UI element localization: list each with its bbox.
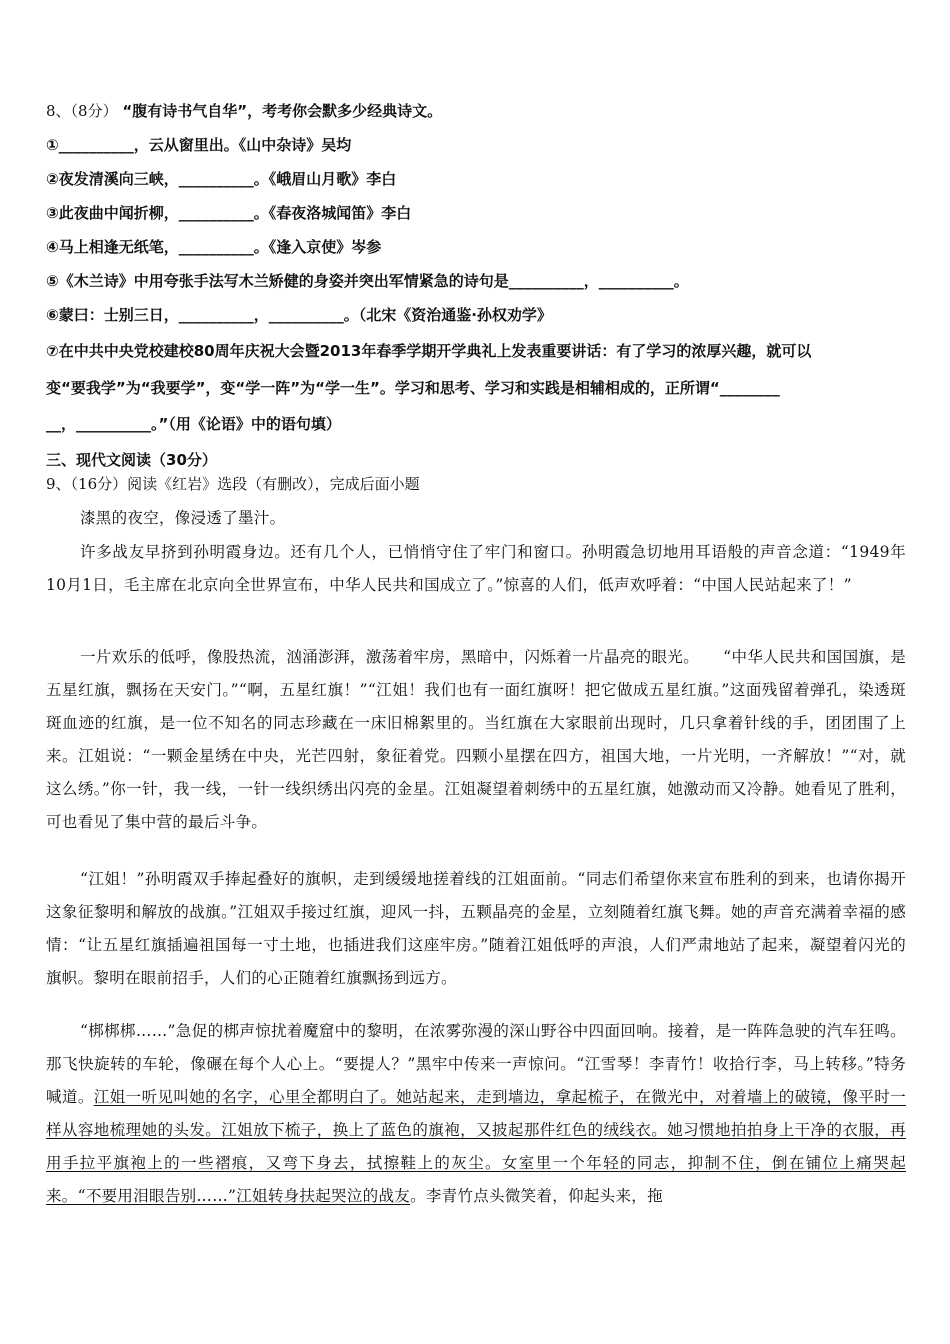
passage-paragraph-5 [46, 1015, 906, 1213]
passage-paragraph-2: 许多战友早挤到孙明霞身边。还有几个人，已悄悄守住了牢门和窗口。孙明霞急切地用耳语般的声音念道：“1949年10月1日，毛主席在北京向全世界宣布，中华人民共和国成立了。”惊喜的人们，低声欢呼着：“中国人民站起来了！” [46, 543, 906, 594]
question-9-title: 9、（16分）阅读《红岩》选段（有删改），完成后面小题 [46, 475, 420, 493]
passage-paragraph-3: 一片欢乐的低呼，像股热流，汹涌澎湃，激荡着牢房，黑暗中，闪烁着一片晶亮的眼光。 “中华人民共和国国旗，是五星红旗，飘扬在天安门。”“啊，五星红旗！”“江姐！我们也有一面红旗呀！把它做成五星红旗。”这面残留着弹孔，染透斑斑血迹的红旗，是一位不知名的同志珍藏在一床旧棉絮里的。当红旗在大家眼前出现时，几只拿着针线的手，团团围了上来。江姐说：“一颗金星绣在中央，光芒四射，象征着党。四颗小星摆在四方，祖国大地，一片光明，一齐解放！”“对，就这么绣。”你一针，我一线，一针一线织绣出闪亮的金星。江姐凝望着刺绣中的五星红旗，她激动而又冷静。她看见了胜利，可也看见了集中营的最后斗争。 [46, 648, 906, 831]
section-3-heading: 三、现代文阅读（30分） [46, 451, 217, 469]
question-8-number: 8、（8分） [46, 102, 118, 120]
paragraph-5-text: “梆梆梆……”急促的梆声惊扰着魔窟中的黎明，在浓雾弥漫的深山野谷中四面回响。接着，是一阵阵急驶的汽车狂鸣。那飞快旋转的车轮，像碾在每个人心上。“要提人？”黑牢中传来一声惊问。“江雪琴！李青竹！收拾行李，马上转移。”特务喊道。 [46, 1022, 906, 1106]
q8-item-7-line-1: ⑦在中共中央党校建校80周年庆祝大会暨2013年春季学期开学典礼上发表重要讲话：有了学习的浓厚兴趣，就可以 [46, 342, 812, 360]
paragraph-5-continuation: 。李青竹点头微笑着，仰起头来，拖 [410, 1187, 663, 1205]
q8-item-4: ④马上相逢无纸笔，__________。《逢入京使》岑参 [46, 238, 382, 256]
q8-item-7-line-2: 变“要我学”为“我要学”，变“学一阵”为“学一生”。学习和思考、学习和实践是相辅相成的，正所谓“________ [46, 379, 780, 397]
q8-item-1: ①__________，云从窗里出。《山中杂诗》吴均 [46, 136, 352, 154]
question-8-title [46, 101, 906, 121]
question-8-prompt: “腹有诗书气自华”，考考你会默多少经典诗文。 [122, 102, 443, 120]
q8-item-3: ③此夜曲中闻折柳，__________。《春夜洛城闻笛》李白 [46, 204, 412, 222]
q8-item-7-line-3: __，__________。”（用《论语》中的语句填） [46, 415, 341, 433]
passage-paragraph-4: “江姐！”孙明霞双手捧起叠好的旗帜，走到缓缓地搓着线的江姐面前。“同志们希望你来宣布胜利的到来，也请你揭开这象征黎明和解放的战旗。”江姐双手接过红旗，迎风一抖，五颗晶亮的金星，立刻随着红旗飞舞。她的声音充满着幸福的感情：“让五星红旗插遍祖国每一寸土地，也插进我们这座牢房。”随着江姐低呼的声浪，人们严肃地站了起来，凝望着闪光的旗帜。黎明在眼前招手，人们的心正随着红旗飘扬到远方。 [46, 870, 906, 987]
passage-paragraph-1: 漆黑的夜空，像浸透了墨汁。 [80, 509, 286, 527]
underlined-passage: 江姐一听见叫她的名字，心里全都明白了。她站起来，走到墙边，拿起梳子，在微光中，对着墙上的破镜，像平时一样从容地梳理她的头发。江姐放下梳子，换上了蓝色的旗袍，又披起那件红色的绒线衣。她习惯地拍拍身上干净的衣服，再用手拉平旗袍上的一些褶痕，又弯下身去，拭擦鞋上的灰尘。女室里一个年轻的同志，抑制不住，倒在铺位上痛哭起来。“不要用泪眼告别……”江姐转身扶起哭泣的战友 [46, 1088, 906, 1205]
q8-item-2: ②夜发清溪向三峡，__________。《峨眉山月歌》李白 [46, 170, 397, 188]
q8-item-6: ⑥蒙曰：士别三日，__________，__________。（北宋《资治通鉴·孙权劝学》 [46, 306, 552, 324]
q8-item-5: ⑤《木兰诗》中用夸张手法写木兰矫健的身姿并突出军情紧急的诗句是__________，__________。 [46, 272, 689, 290]
